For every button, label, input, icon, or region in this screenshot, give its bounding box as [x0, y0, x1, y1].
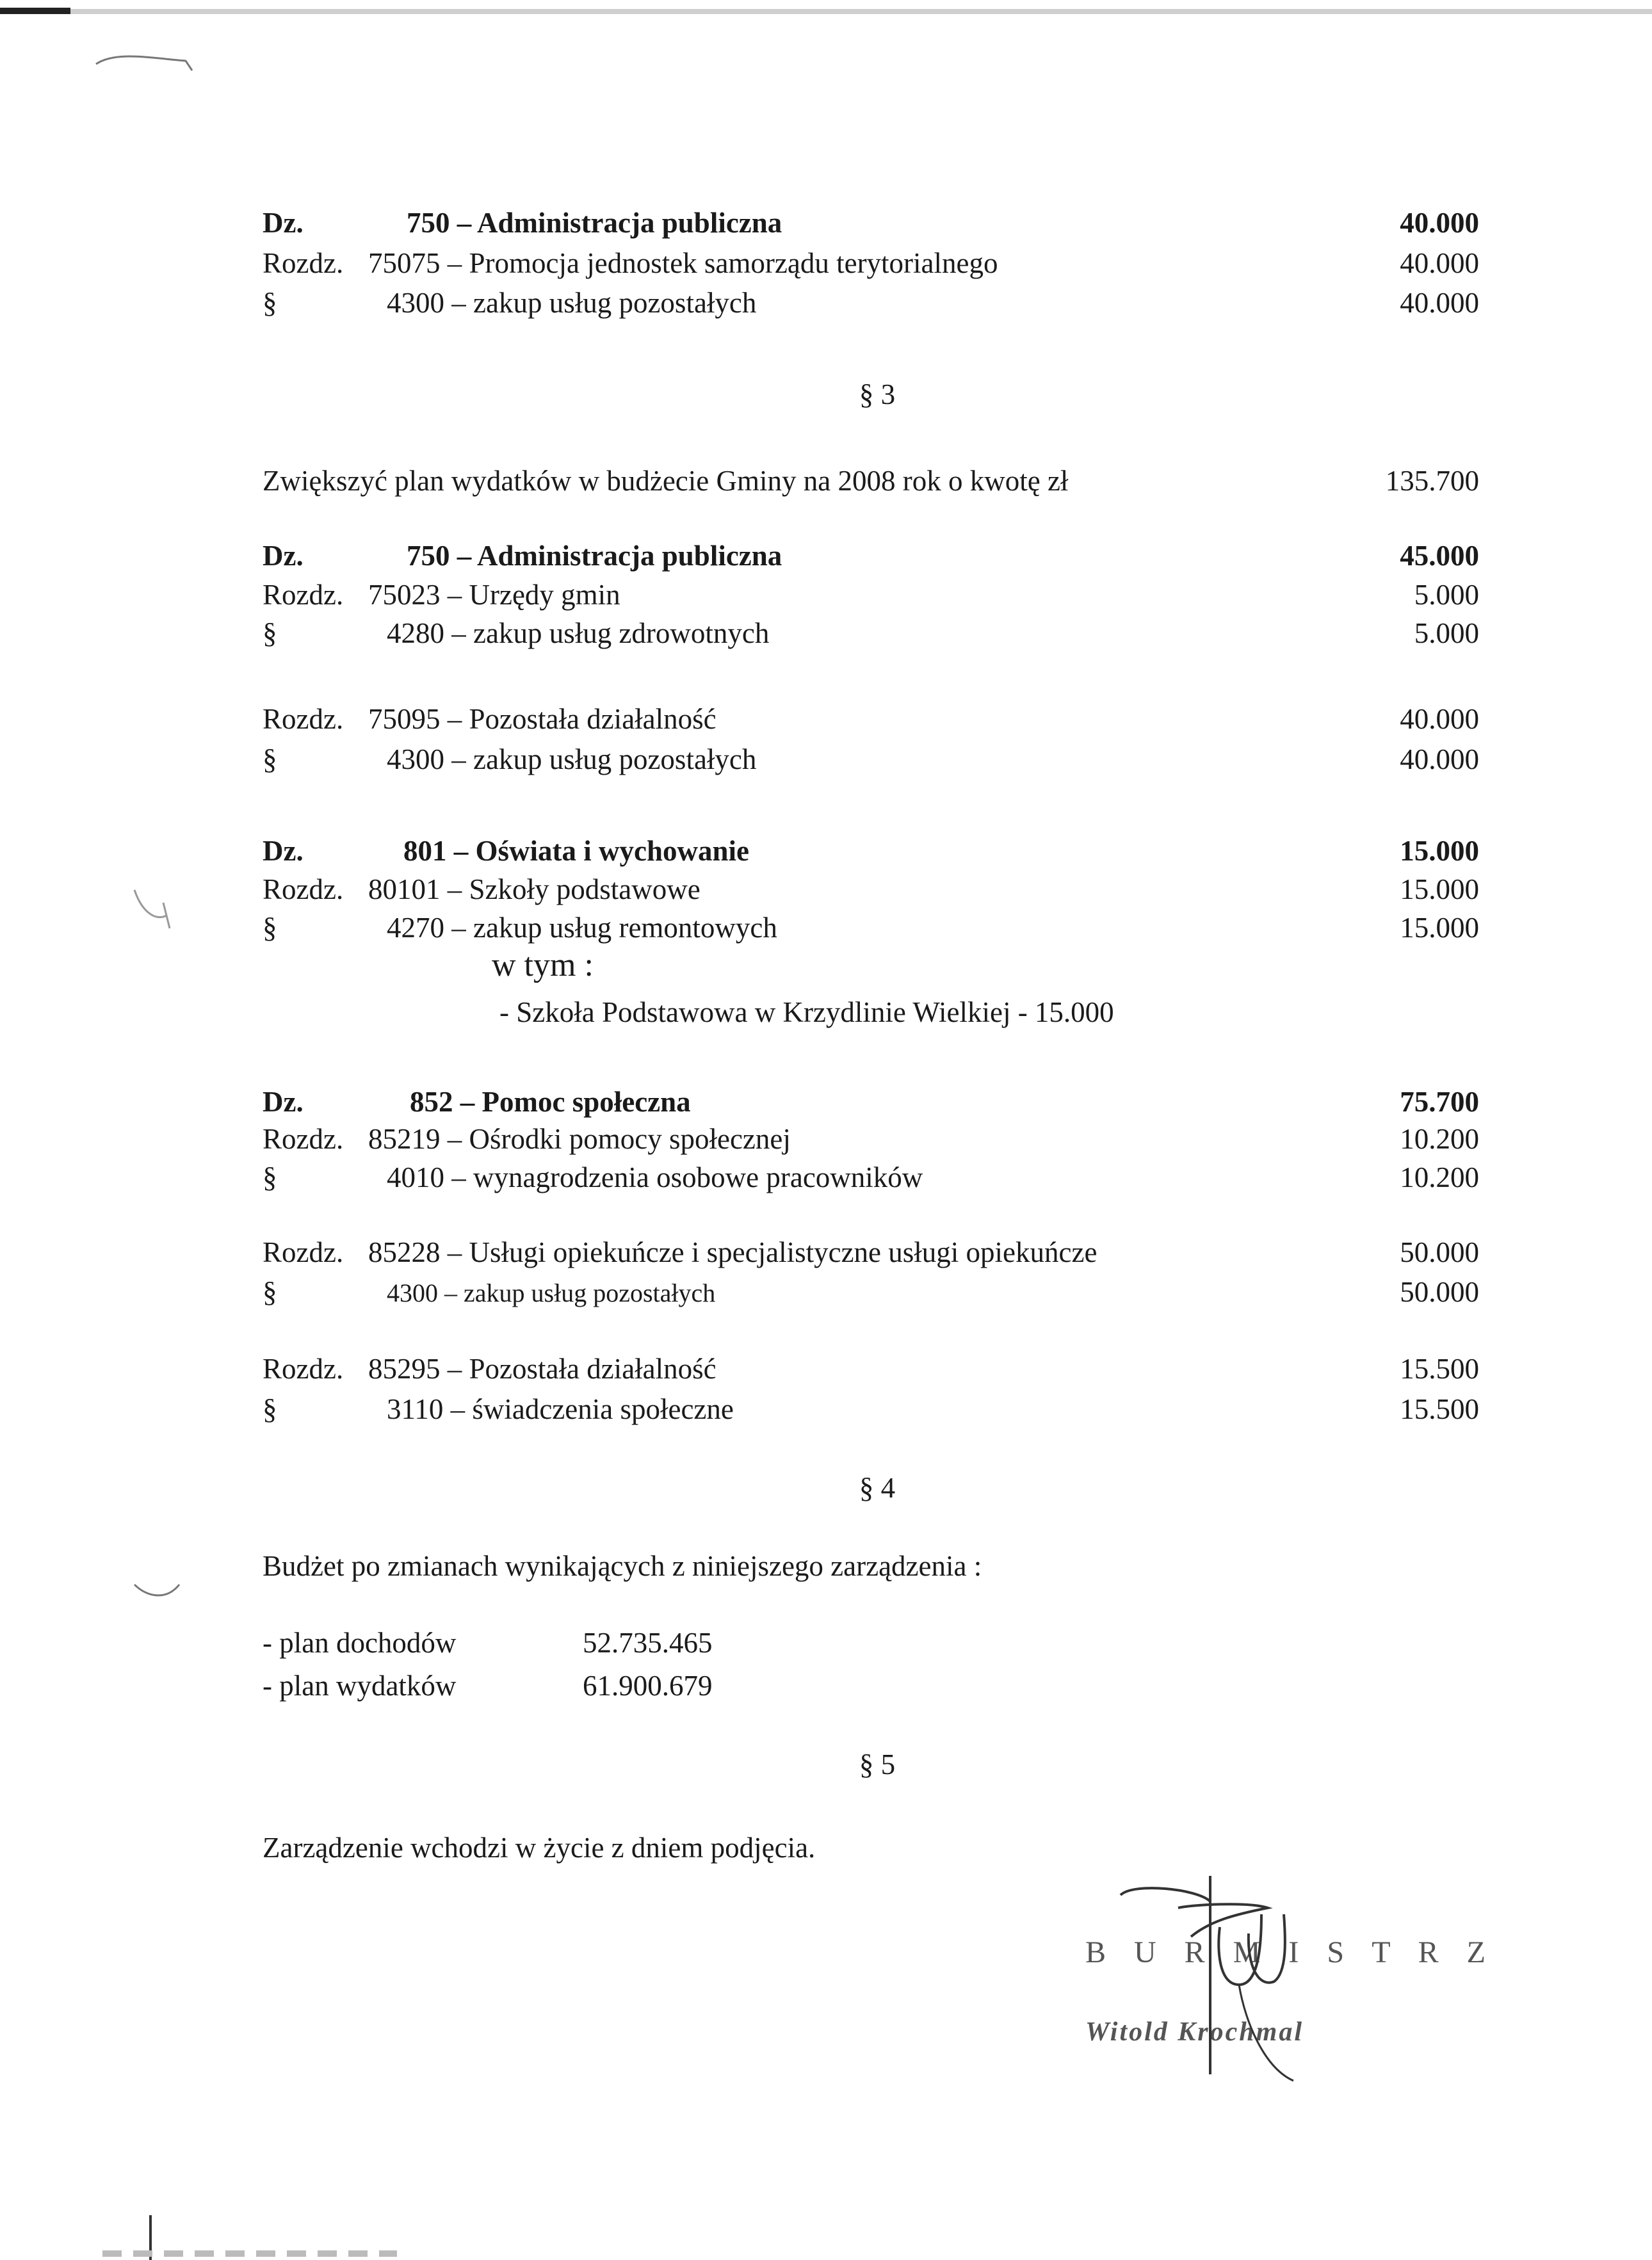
row-amount: 50.000 — [1400, 1276, 1479, 1308]
row-label: § — [263, 912, 277, 944]
school-item: - Szkoła Podstawowa w Krzydlinie Wielkiej - 15.000 — [499, 996, 1114, 1028]
row-title: 852 – Pomoc społeczna — [410, 1086, 691, 1118]
para-4280-row — [263, 617, 1479, 655]
row-title: 85219 – Ośrodki pomocy społecznej — [368, 1123, 791, 1155]
row-title: 3110 – świadczenia społeczne — [387, 1393, 734, 1425]
scan-mark-icon — [128, 884, 179, 935]
plan-wydatkow-value: 61.900.679 — [583, 1670, 713, 1702]
row-amount: 15.500 — [1400, 1393, 1479, 1425]
row-amount: 40.000 — [1400, 743, 1479, 775]
row-title: 4300 – zakup usług pozostałych — [387, 743, 757, 775]
row-amount: 75.700 — [1400, 1086, 1479, 1118]
row-amount: 40.000 — [1400, 287, 1479, 319]
para-4270-row — [263, 911, 1479, 949]
section-5-heading: § 5 — [859, 1748, 896, 1780]
row-label: Dz. — [263, 540, 304, 572]
plan-dochodow-label: - plan dochodów — [263, 1627, 457, 1659]
row-title: 4280 – zakup usług zdrowotnych — [387, 617, 770, 649]
section-4-heading: § 4 — [859, 1472, 896, 1504]
dz-852-row — [263, 1085, 1479, 1124]
scan-mark-icon — [128, 1572, 192, 1610]
row-label: Dz. — [263, 1086, 304, 1118]
row-title: 750 – Administracja publiczna — [407, 207, 782, 239]
rozdz-75075-row — [263, 246, 1479, 285]
row-label: Rozdz. — [263, 1123, 344, 1155]
row-title: 80101 – Szkoły podstawowe — [368, 873, 700, 905]
w-tym-label: w tym : — [492, 947, 594, 983]
row-label: § — [263, 617, 277, 649]
row-label: Rozdz. — [263, 1236, 344, 1268]
row-label: Dz. — [263, 835, 304, 867]
scan-top-edge — [0, 9, 1652, 14]
row-label: Rozdz. — [263, 579, 344, 611]
row-amount: 50.000 — [1400, 1236, 1479, 1268]
row-amount: 10.200 — [1400, 1123, 1479, 1155]
para-3110-row — [263, 1392, 1479, 1431]
plan-wydatkow-row — [263, 1669, 713, 1702]
row-title: 801 – Oświata i wychowanie — [403, 835, 749, 867]
dz-750-row — [263, 206, 1479, 245]
para-4300-row — [263, 743, 1479, 781]
row-title: 4010 – wynagrodzenia osobowe pracowników — [387, 1161, 923, 1193]
row-title: 75075 – Promocja jednostek samorządu terytorialnego — [368, 247, 998, 279]
sec5-text: Zarządzenie wchodzi w życie z dniem podjęcia. — [263, 1832, 816, 1864]
row-label: Dz. — [263, 207, 304, 239]
rozdz-80101-row — [263, 873, 1479, 911]
row-amount: 15.000 — [1400, 912, 1479, 944]
seal-title: B U R M I S T R Z — [1085, 1935, 1496, 1969]
rozdz-85295-row — [263, 1352, 1479, 1391]
row-amount: 5.000 — [1414, 579, 1479, 611]
row-amount: 40.000 — [1400, 247, 1479, 279]
row-label: § — [263, 743, 277, 775]
stamp-fragment-icon — [90, 2215, 410, 2260]
sec4-text: Budżet po zmianach wynikających z niniejszego zarządzenia : — [263, 1550, 982, 1582]
row-title: 4270 – zakup usług remontowych — [387, 912, 777, 944]
row-amount: 40.000 — [1400, 703, 1479, 735]
row-amount: 45.000 — [1400, 540, 1479, 572]
row-amount: 10.200 — [1400, 1161, 1479, 1193]
row-title: 4300 – zakup usług pozostałych — [387, 1279, 716, 1307]
row-title: 85228 – Usługi opiekuńcze i specjalistyczne usługi opiekuńcze — [368, 1236, 1097, 1268]
row-title: 750 – Administracja publiczna — [407, 540, 782, 572]
plan-wydatkow-label: - plan wydatków — [263, 1670, 457, 1702]
sec3-intro-amount: 135.700 — [1385, 465, 1479, 497]
section-3-heading: § 3 — [859, 378, 896, 410]
row-amount: 15.000 — [1400, 873, 1479, 905]
rozdz-85228-row — [263, 1236, 1479, 1274]
scan-mark-icon — [90, 38, 218, 77]
row-label: Rozdz. — [263, 1353, 344, 1385]
sec3-intro: Zwiększyć plan wydatków w budżecie Gminy na 2008 rok o kwotę zł — [263, 465, 1069, 497]
row-label: § — [263, 1393, 277, 1425]
row-amount: 5.000 — [1414, 617, 1479, 649]
row-title: 75023 – Urzędy gmin — [368, 579, 620, 611]
dz-801-row — [263, 834, 1479, 873]
para-4300-row — [263, 1275, 1479, 1314]
plan-dochodow-value: 52.735.465 — [583, 1627, 713, 1659]
rozdz-85219-row — [263, 1122, 1479, 1161]
dz-750-row — [263, 539, 1479, 577]
row-label: Rozdz. — [263, 247, 344, 279]
row-label: § — [263, 287, 277, 319]
row-amount: 15.000 — [1400, 835, 1479, 867]
row-label: § — [263, 1276, 277, 1308]
row-label: Rozdz. — [263, 703, 344, 735]
rozdz-75023-row — [263, 578, 1479, 617]
row-amount: 40.000 — [1400, 207, 1479, 239]
rozdz-75095-row — [263, 702, 1479, 741]
row-amount: 15.500 — [1400, 1353, 1479, 1385]
para-4010-row — [263, 1161, 1479, 1199]
row-title: 4300 – zakup usług pozostałych — [387, 287, 757, 319]
row-title: 75095 – Pozostała działalność — [368, 703, 717, 735]
row-label: Rozdz. — [263, 873, 344, 905]
para-4300-row — [263, 286, 1479, 325]
row-label: § — [263, 1161, 277, 1193]
scan-corner-mark — [0, 8, 70, 14]
row-title: 85295 – Pozostała działalność — [368, 1353, 717, 1385]
plan-dochodow-row — [263, 1626, 713, 1659]
seal-name: Witold Krochmal — [1085, 2017, 1304, 2047]
signature-icon — [1082, 1876, 1377, 2087]
